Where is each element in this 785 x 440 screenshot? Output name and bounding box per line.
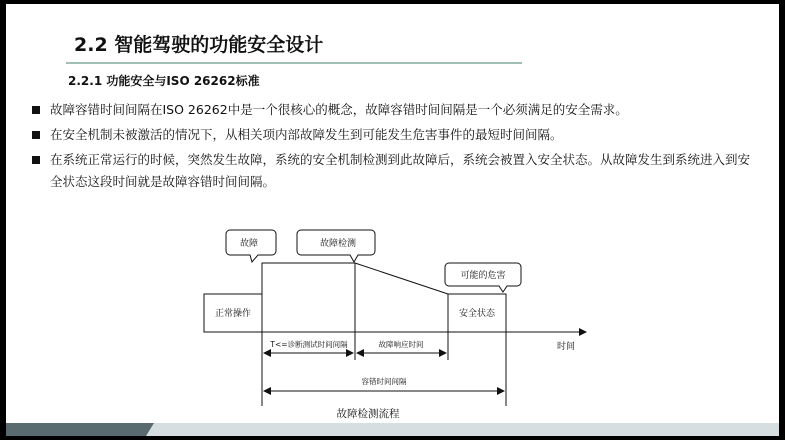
time-axis-label: 时间 <box>556 342 576 352</box>
diagram-caption: 故障检测流程 <box>336 408 400 420</box>
callout-fault-label: 故障 <box>239 239 259 249</box>
slide <box>6 4 779 436</box>
callout-hazard <box>445 263 521 292</box>
footer-bar-light <box>146 423 779 436</box>
interval-diag-label: T<=诊断测试时间间隔 <box>270 340 348 349</box>
fault-tolerance-diagram <box>6 4 779 436</box>
slide-title: 2.2 智能驾驶的功能安全设计 <box>74 34 324 56</box>
callout-hazard-label: 可能的危害 <box>460 271 506 281</box>
safe-state-label: 安全状态 <box>458 309 496 319</box>
callout-fault <box>226 230 276 262</box>
callout-fault-detect <box>297 230 375 262</box>
bullet-text: 在系统正常运行的时候，突然发生故障，系统的安全机制检测到此故障后，系统会被置入安全状态。从故障发生到系统进入到安全状态这段时间就是故障容错时间间隔。 <box>50 152 751 189</box>
interval-tolerant-label: 容错时间间隔 <box>361 377 407 386</box>
bullet-text: 在安全机制未被激活的情况下，从相关项内部故障发生到可能发生危害事件的最短时间间隔。 <box>50 127 563 142</box>
bullet-text: 故障容错时间间隔在ISO 26262中是一个很核心的概念，故障容错时间间隔是一个必须满足的安全需求。 <box>50 102 628 117</box>
normal-operation-label: 正常操作 <box>214 309 252 319</box>
interval-response-label: 故障响应时间 <box>378 340 424 349</box>
slide-subtitle: 2.2.1 功能安全与ISO 26262标准 <box>68 74 260 88</box>
callout-detect-label: 故障检测 <box>319 239 357 249</box>
